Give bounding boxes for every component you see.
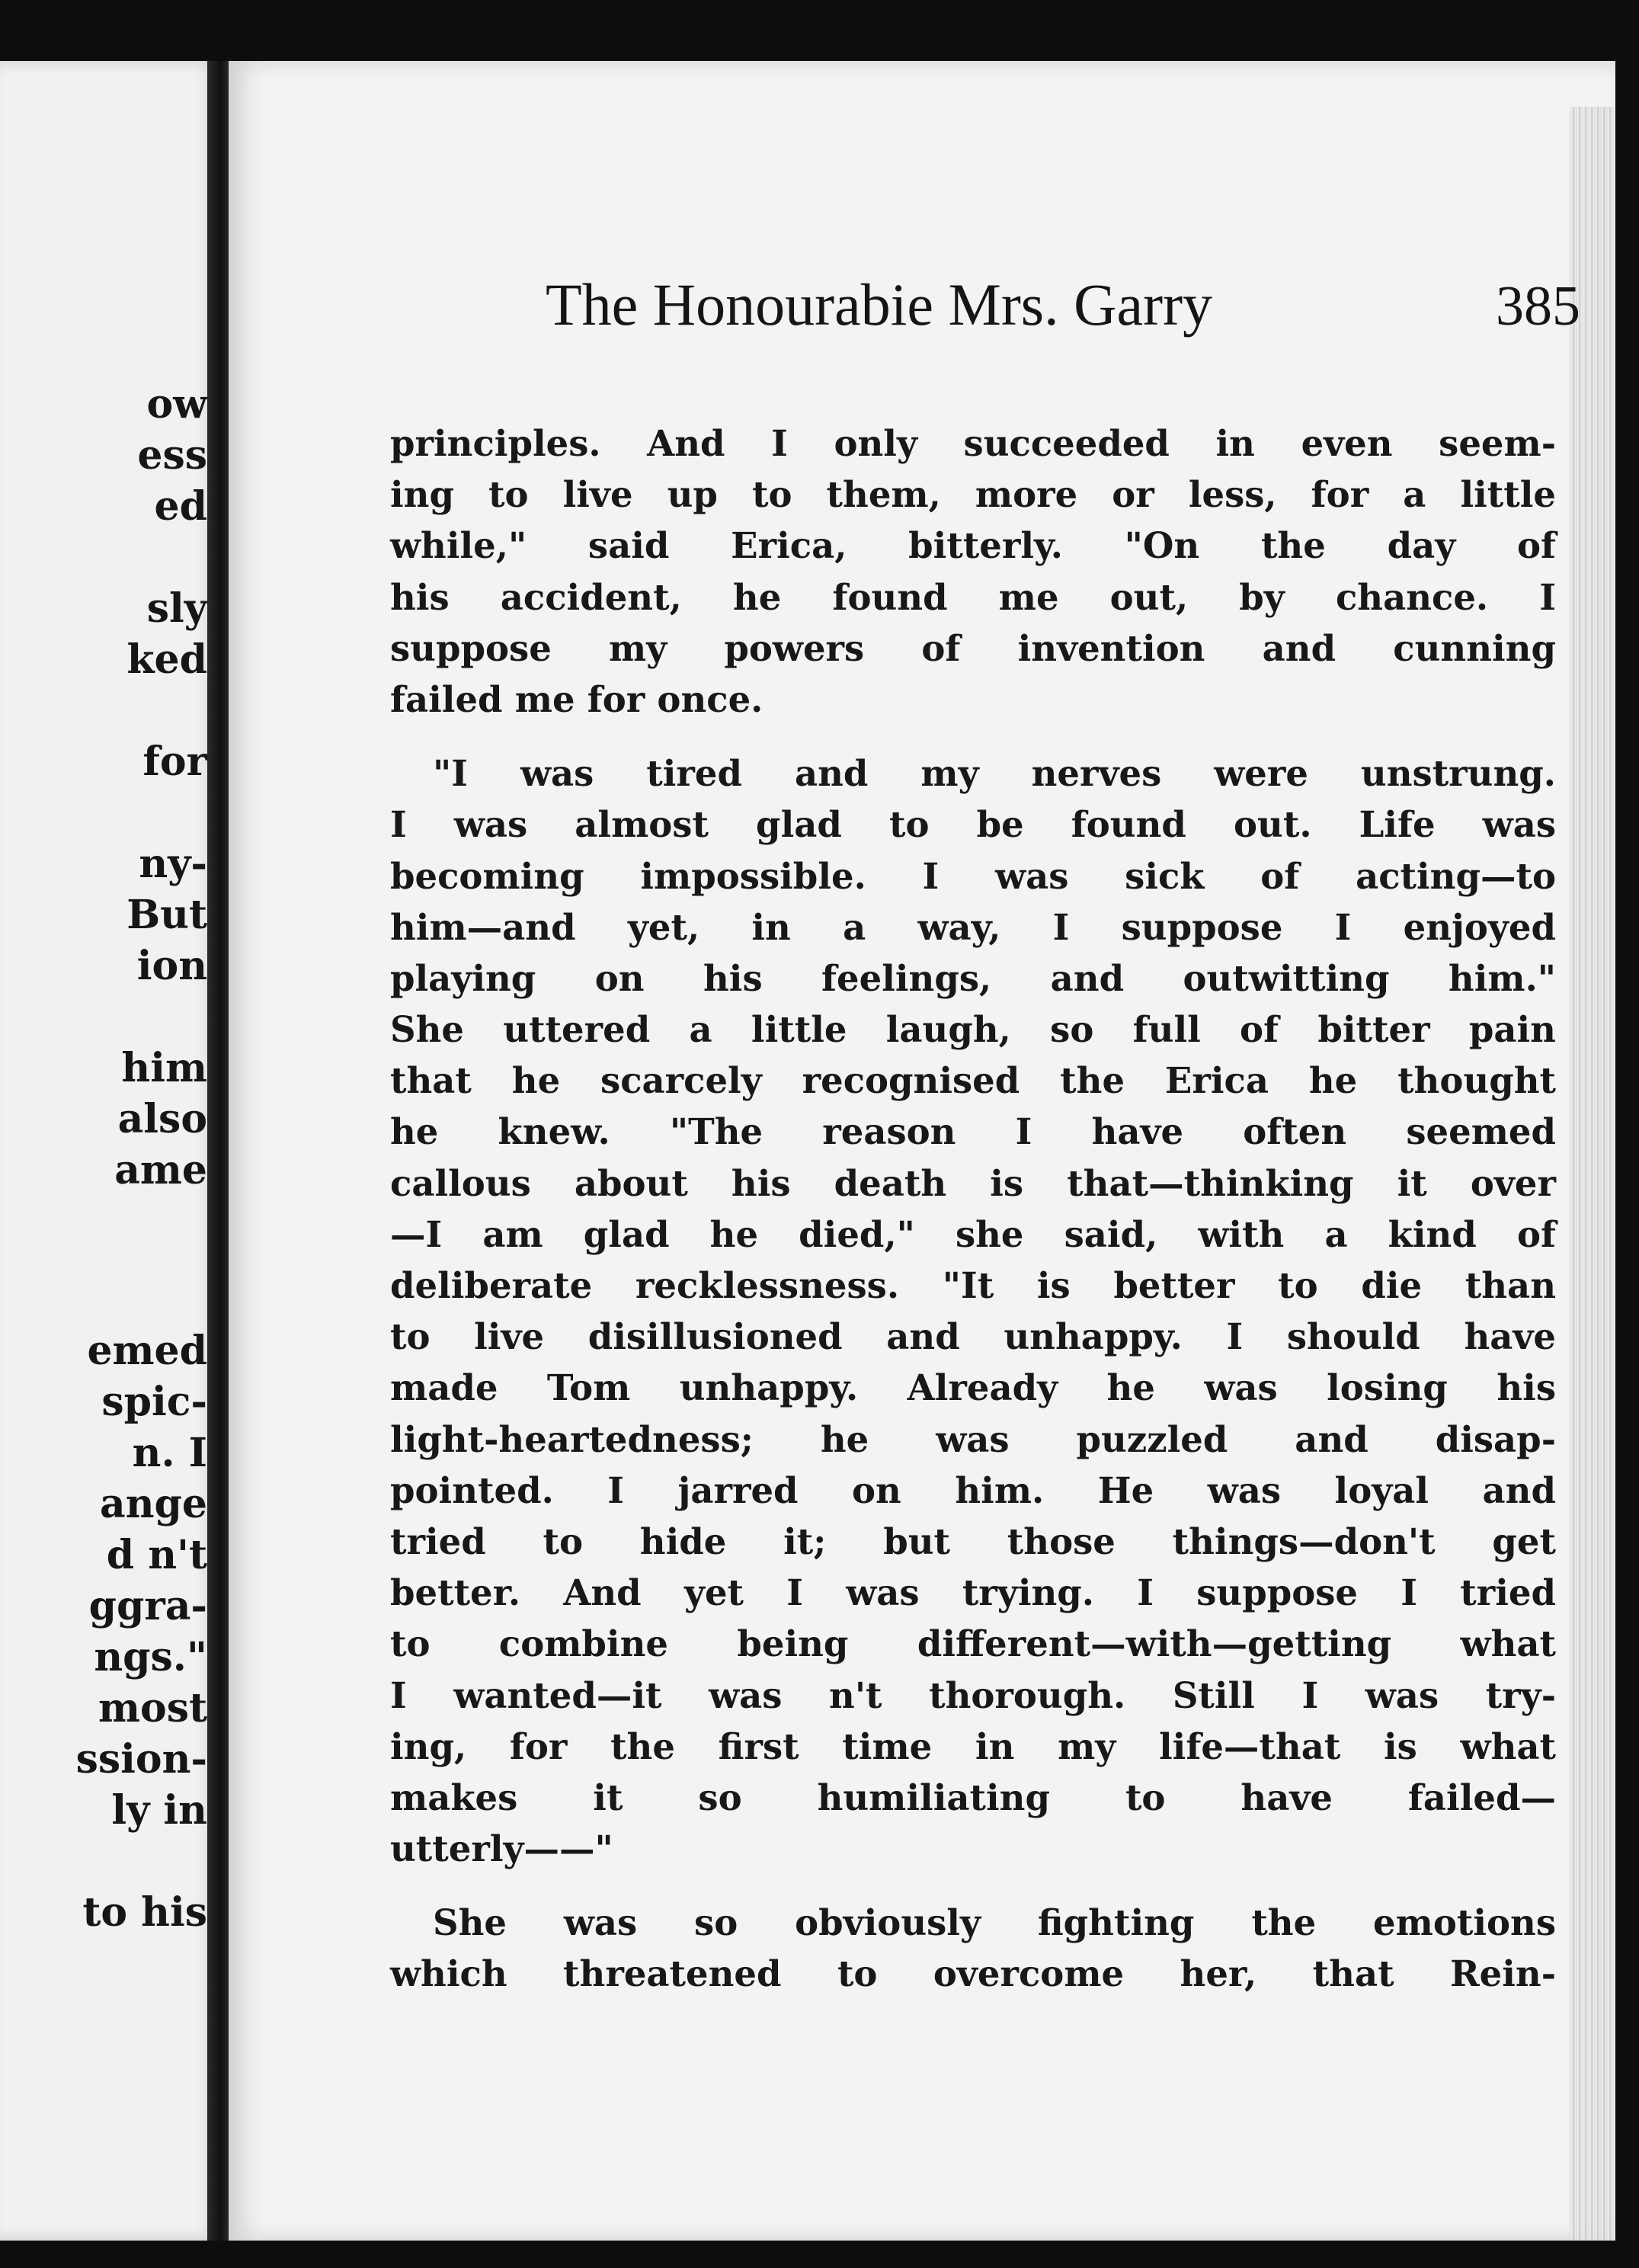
left-line: spic-	[101, 1379, 207, 1425]
left-line: most	[98, 1685, 207, 1731]
text-line: deliberate recklessness. "It is better to die than	[390, 1264, 1556, 1306]
left-line: ess	[137, 432, 207, 479]
page-number: 385	[1496, 275, 1580, 338]
left-line: ed	[154, 483, 207, 530]
left-line: d n't	[106, 1532, 207, 1578]
text-line: —I am glad he died," she said, with a kind of	[390, 1212, 1556, 1255]
text-line: pointed. I jarred on him. He was loyal and	[390, 1469, 1556, 1511]
text-line: "I was tired and my nerves were unstrung.	[433, 752, 1556, 795]
left-line: ngs."	[94, 1634, 207, 1680]
text-line: I wanted—it was n't thorough. Still I was try-	[390, 1674, 1556, 1716]
text-line: which threatened to overcome her, that Rein-	[390, 1952, 1556, 1995]
left-line: to his	[82, 1889, 207, 1936]
running-head: The Honourabie Mrs. Garry	[546, 271, 1213, 338]
text-line: principles. And I only succeeded in even seem-	[390, 422, 1556, 464]
left-line: him	[121, 1045, 207, 1091]
text-line: while," said Erica, bitterly. "On the day of	[390, 524, 1556, 567]
text-line: She was so obviously fighting the emotions	[433, 1901, 1556, 1944]
left-line: ggra-	[88, 1583, 207, 1629]
text-line: tried to hide it; but those things—don't get	[390, 1520, 1556, 1562]
text-line: failed me for once.	[390, 678, 763, 720]
left-line: ow	[146, 381, 207, 428]
text-line: becoming impossible. I was sick of acting—to	[390, 854, 1556, 897]
left-line: also	[117, 1096, 207, 1142]
text-line: that he scarcely recognised the Erica he thought	[390, 1059, 1556, 1102]
text-line: to combine being different—with—getting what	[390, 1623, 1556, 1665]
left-line: for	[142, 738, 207, 785]
text-line: better. And yet I was trying. I suppose I tried	[390, 1571, 1556, 1614]
text-line: callous about his death is that—thinking it over	[390, 1161, 1556, 1204]
text-line: him—and yet, in a way, I suppose I enjoyed	[390, 905, 1556, 948]
left-line: ny-	[139, 841, 207, 887]
text-line: playing on his feelings, and outwitting him."	[390, 956, 1556, 999]
text-line: ing, for the first time in my life—that is what	[390, 1725, 1556, 1767]
text-line: his accident, he found me out, by chance. I	[390, 575, 1556, 618]
text-line: makes it so humiliating to have failed—	[390, 1776, 1556, 1818]
page-edge-stack	[1570, 107, 1615, 2241]
left-line: ion	[136, 943, 207, 989]
text-line: light-heartedness; he was puzzled and disap-	[390, 1418, 1556, 1460]
left-line: But	[126, 892, 207, 938]
left-line: ame	[114, 1147, 207, 1193]
text-line: I was almost glad to be found out. Life was	[390, 803, 1556, 846]
text-line: ing to live up to them, more or less, for a little	[390, 473, 1556, 516]
left-line: ked	[126, 636, 207, 683]
left-line: ange	[100, 1481, 207, 1527]
left-line: sly	[146, 585, 207, 632]
text-line: he knew. "The reason I have often seemed	[390, 1110, 1556, 1153]
paragraph	[390, 748, 1556, 1874]
left-line: emed	[87, 1328, 207, 1374]
left-line: n. I	[132, 1430, 207, 1476]
text-line: to live disillusioned and unhappy. I should have	[390, 1315, 1556, 1358]
text-line: suppose my powers of invention and cunning	[390, 626, 1556, 669]
text-line: utterly——"	[390, 1828, 613, 1870]
right-page	[229, 61, 1615, 2241]
text-line: She uttered a little laugh, so full of bitter pain	[390, 1008, 1556, 1051]
left-line: ly in	[111, 1787, 207, 1834]
paragraph	[390, 418, 1556, 725]
left-line: ssion-	[75, 1736, 207, 1783]
body-text	[390, 418, 1556, 2000]
paragraph	[390, 1897, 1556, 1999]
text-line: made Tom unhappy. Already he was losing his	[390, 1366, 1556, 1409]
left-facing-page	[0, 61, 221, 2241]
